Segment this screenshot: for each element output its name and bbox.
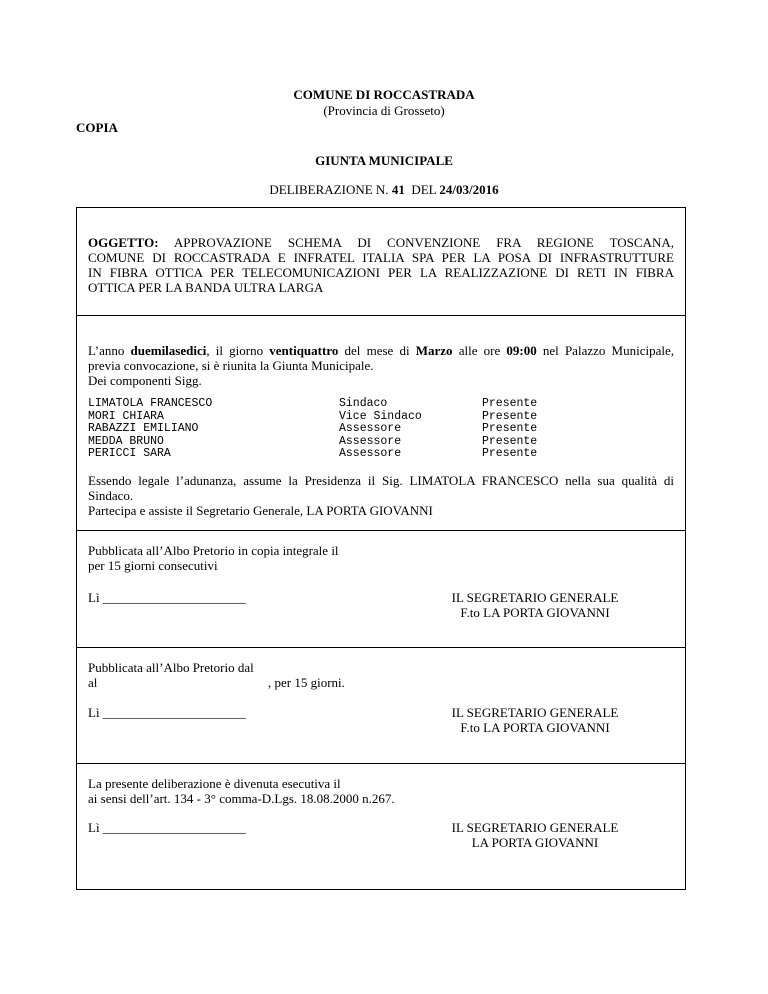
seduta-line-2: previa convocazione, si è riunita la Giunta Municipale. — [88, 358, 374, 373]
delib-date: 24/03/2016 — [439, 182, 499, 197]
pub2-line-1: Pubblicata all’Albo Pretorio dal — [88, 660, 254, 675]
delib-number: 41 — [391, 182, 405, 197]
pub1-signature-name: F.to LA PORTA GIOVANNI — [460, 605, 610, 620]
delib-mid: DEL — [411, 182, 437, 197]
provincia-subtitle: (Provincia di Grosseto) — [323, 103, 445, 118]
oggetto-line-2: COMUNE DI ROCCASTRADA E INFRATEL ITALIA SPA PER LA POSA DI INFRASTRUTTURE — [88, 250, 674, 265]
presidenza-line-2: Sindaco. — [88, 488, 134, 503]
presidenza-line-1: Essendo legale l’adunanza, assume la Presidenza il Sig. LIMATOLA FRANCESCO nella sua qualità di — [88, 473, 674, 488]
oggetto-label: OGGETTO: — [88, 235, 159, 250]
oggetto-line-3: IN FIBRA OTTICA PER TELECOMUNICAZIONI PER LA REALIZZAZIONE DI RETI IN FIBRA — [88, 265, 674, 280]
giunta-title: GIUNTA MUNICIPALE — [315, 153, 453, 168]
pub1-signature-title: IL SEGRETARIO GENERALE — [451, 590, 619, 605]
pub2-signature-name: F.to LA PORTA GIOVANNI — [460, 720, 610, 735]
pub1-li-line: Lì ______________________ — [88, 590, 246, 605]
table-row: MORI CHIARA Vice Sindaco Presente — [88, 409, 538, 423]
esecutiva-line-1: La presente deliberazione è divenuta esecutiva il — [88, 776, 341, 791]
pub2-signature-title: IL SEGRETARIO GENERALE — [451, 705, 619, 720]
componenti-table — [88, 398, 648, 461]
esecutiva-line-2: ai sensi dell’art. 134 - 3° comma-D.Lgs. 18.08.2000 n.267. — [88, 791, 395, 806]
pub2-line-2b: , per 15 giorni. — [268, 675, 345, 690]
pub2-line-2a: al — [88, 675, 98, 690]
esecutiva-signature-title: IL SEGRETARIO GENERALE — [451, 820, 619, 835]
oggetto-line-4: OTTICA PER LA BANDA ULTRA LARGA — [88, 280, 324, 295]
pub1-line-2: per 15 giorni consecutivi — [88, 558, 218, 573]
esecutiva-signature-name: LA PORTA GIOVANNI — [471, 835, 599, 850]
seduta-line-1: L’anno duemilasedici, il giorno ventiquattro del mese di Marzo alle ore 09:00 nel Palazzo Municipale, — [88, 343, 674, 358]
comune-title: COMUNE DI ROCCASTRADA — [293, 87, 475, 102]
table-row: MEDDA BRUNO Assessore Presente — [88, 434, 538, 448]
pub2-li-line: Lì ______________________ — [88, 705, 246, 720]
table-row: LIMATOLA FRANCESCO Sindaco Presente — [88, 397, 538, 410]
delib-prefix: DELIBERAZIONE N. — [269, 182, 389, 197]
delibera-line — [0, 182, 768, 198]
seduta-line-3: Dei componenti Sigg. — [88, 373, 202, 388]
pub1-line-1: Pubblicata all’Albo Pretorio in copia integrale il — [88, 543, 339, 558]
copia-label: COPIA — [76, 120, 118, 135]
table-row: RABAZZI EMILIANO Assessore Presente — [88, 422, 538, 435]
esecutiva-li-line: Lì ______________________ — [88, 820, 246, 835]
table-row: PERICCI SARA Assessore Presente — [88, 447, 538, 460]
oggetto-line-1: OGGETTO: APPROVAZIONE SCHEMA DI CONVENZIONE FRA REGIONE TOSCANA, — [88, 235, 674, 250]
presidenza-line-3: Partecipa e assiste il Segretario Generale, LA PORTA GIOVANNI — [88, 503, 433, 518]
